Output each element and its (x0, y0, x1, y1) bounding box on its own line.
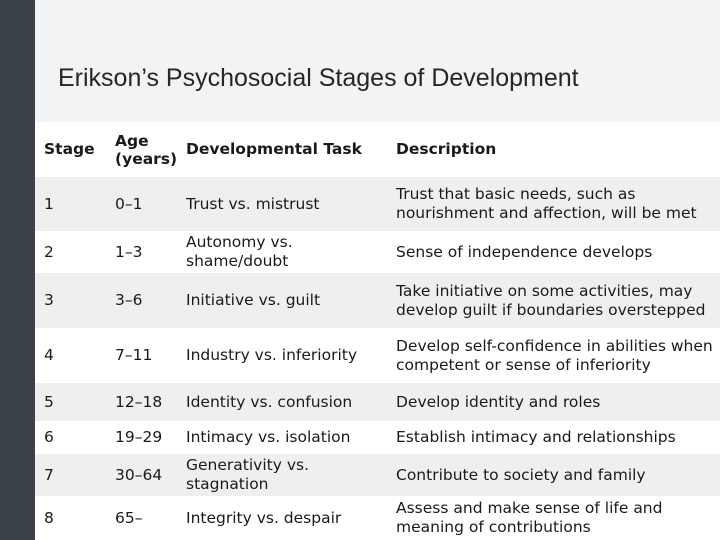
header-description: Description (396, 140, 497, 158)
cell-description: Sense of independence develops (396, 242, 653, 261)
cell-task: Integrity vs. despair (186, 508, 342, 527)
cell-description: Take initiative on some activities, may develop guilt if boundaries overstepped (396, 281, 706, 319)
cell-stage: 1 (44, 194, 54, 213)
cell-age: 1–3 (115, 242, 143, 261)
table-row (35, 421, 720, 454)
header-stage: Stage (44, 140, 95, 158)
cell-age: 3–6 (115, 291, 143, 309)
cell-age: 30–64 (115, 465, 163, 484)
cell-task: Trust vs. mistrust (186, 194, 320, 213)
cell-stage: 7 (44, 465, 54, 484)
left-accent-bar (0, 0, 35, 540)
cell-age: 65– (115, 508, 143, 527)
cell-stage: 5 (44, 392, 54, 411)
table-row (35, 231, 720, 273)
table-row (35, 273, 720, 328)
cell-stage: 4 (44, 346, 54, 364)
table-row (35, 496, 720, 540)
cell-task: Initiative vs. guilt (186, 291, 321, 309)
cell-description: Develop identity and roles (396, 392, 601, 411)
cell-description: Develop self-confidence in abilities when competent or sense of inferiority (396, 336, 713, 374)
cell-task: Industry vs. inferiority (186, 346, 357, 364)
header-task: Developmental Task (186, 140, 362, 158)
stages-table-container (35, 122, 720, 540)
cell-stage: 6 (44, 428, 54, 446)
cell-task: Intimacy vs. isolation (186, 428, 351, 446)
table-row (35, 454, 720, 496)
table-row (35, 177, 720, 231)
cell-age: 19–29 (115, 428, 163, 446)
cell-task: Autonomy vs. shame/doubt (186, 233, 293, 270)
cell-stage: 2 (44, 242, 54, 261)
table-row (35, 383, 720, 421)
cell-age: 7–11 (115, 346, 153, 364)
table-row (35, 328, 720, 383)
header-age: Age (years) (115, 131, 178, 168)
cell-description: Trust that basic needs, such as nourishment and affection, will be met (396, 185, 697, 222)
slide-title: Erikson’s Psychosocial Stages of Development (58, 64, 579, 92)
table-header-row (35, 122, 720, 177)
title-band (35, 0, 720, 122)
stages-table (35, 122, 720, 540)
cell-description: Establish intimacy and relationships (396, 428, 676, 446)
cell-age: 12–18 (115, 392, 163, 411)
cell-task: Generativity vs. stagnation (186, 456, 309, 493)
cell-task: Identity vs. confusion (186, 392, 353, 411)
cell-stage: 3 (44, 291, 54, 309)
cell-age: 0–1 (115, 194, 143, 213)
cell-stage: 8 (44, 508, 54, 527)
cell-description: Contribute to society and family (396, 465, 646, 484)
cell-description: Assess and make sense of life and meaning of contributions (396, 499, 663, 536)
